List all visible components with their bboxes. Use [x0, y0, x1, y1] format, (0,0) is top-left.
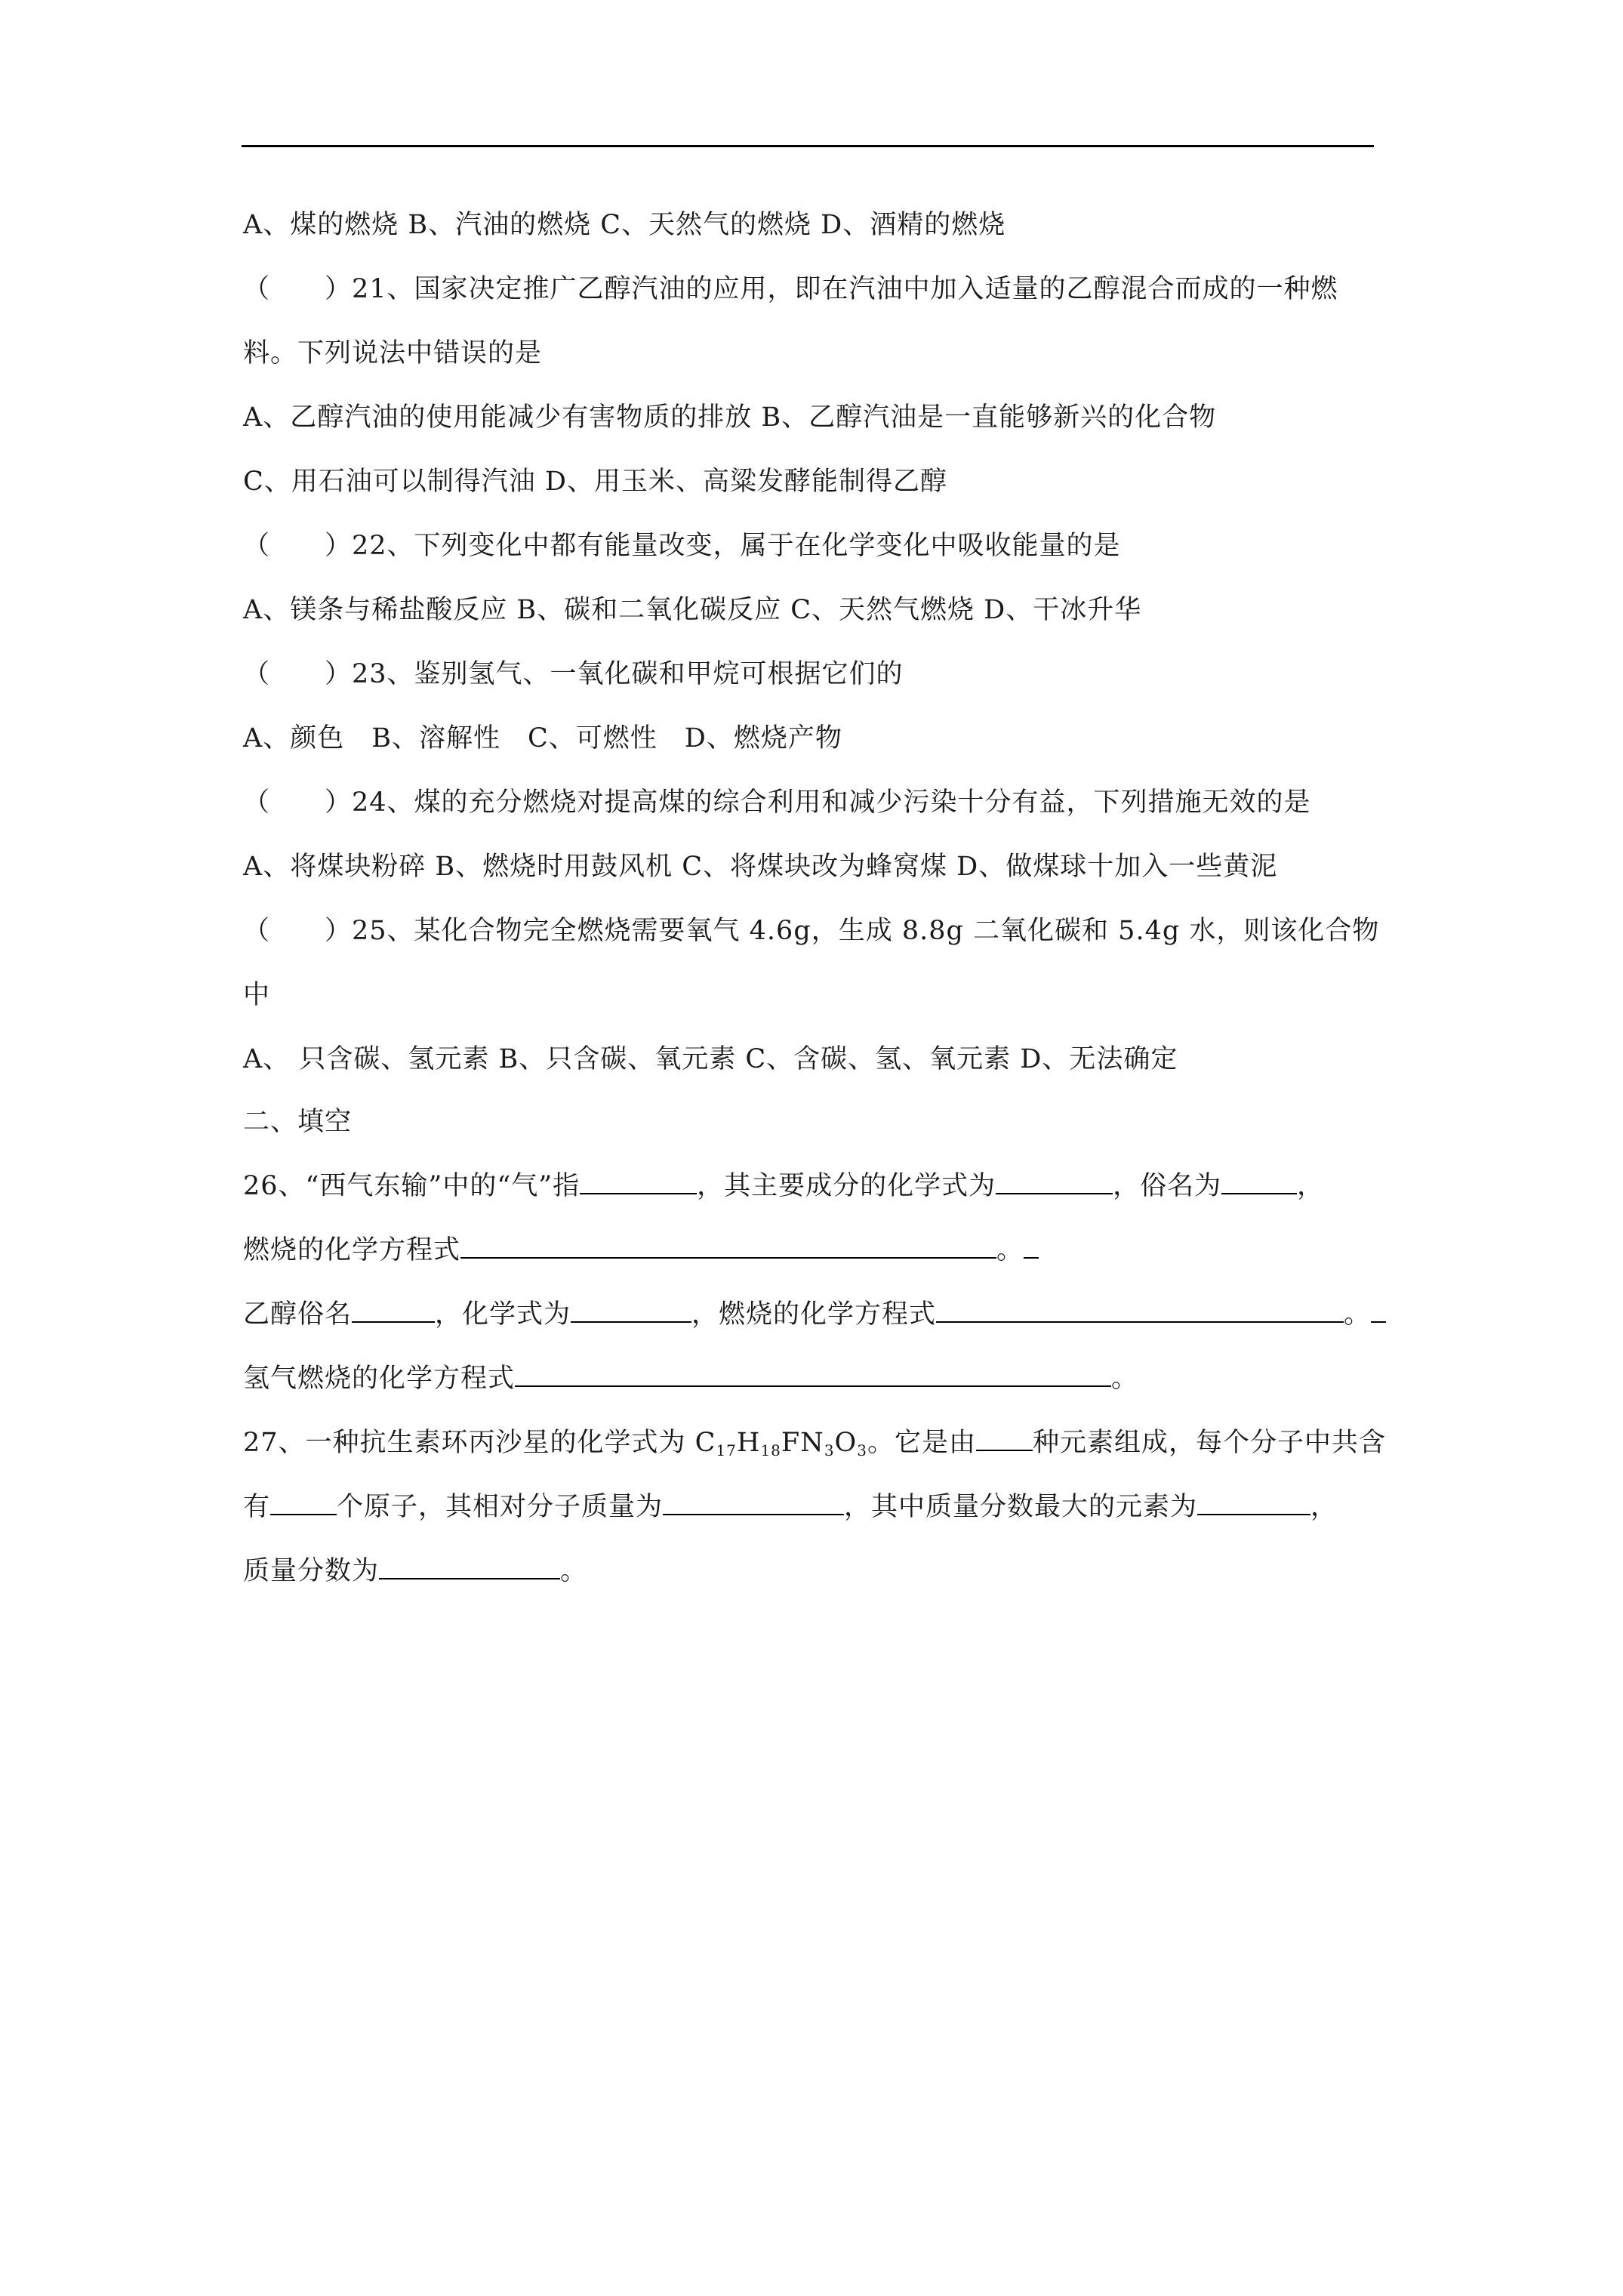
q27-text-g: ，	[1310, 1492, 1338, 1522]
q26-text-k: 氢气燃烧的化学方程式	[243, 1364, 516, 1394]
q26-blank-ethanol-name[interactable]	[352, 1299, 435, 1323]
q27-text-e: 个原子，其相对分子质量为	[337, 1492, 664, 1522]
q26-blank-common-name[interactable]	[1221, 1170, 1297, 1194]
q27-line-1	[243, 1426, 1386, 1467]
q26-blank-tail	[1024, 1234, 1039, 1259]
q27-text-c: 种元素组成，每个分子中共含	[1033, 1428, 1387, 1458]
q27-text-b: 。它是由	[867, 1428, 976, 1458]
q27-blank-element-count[interactable]	[976, 1427, 1033, 1451]
q22-stem: （ ）22、下列变化中都有能量改变，属于在化学变化中吸收能量的是	[243, 531, 1121, 561]
q26-blank-tail-2	[1371, 1299, 1386, 1323]
q25-stem-cont: 中	[243, 980, 271, 1010]
q26-text-c: ，俗名为	[1113, 1171, 1222, 1201]
q26-line-2	[243, 1234, 1039, 1267]
q26-text-f: 。	[996, 1235, 1024, 1265]
q27-formula: $C_{17}H_{18}FN_3O_3$	[694, 1428, 867, 1459]
q26-blank-formula[interactable]	[996, 1170, 1113, 1194]
q26-line-3	[243, 1298, 1386, 1331]
section-heading-fill-in: 二、填空	[243, 1107, 353, 1137]
q26-text-d: ，	[1297, 1171, 1325, 1201]
q26-text-e: 燃烧的化学方程式	[243, 1235, 461, 1265]
q26-text-h: ，化学式为	[435, 1299, 571, 1330]
q26-line-4	[243, 1362, 1138, 1395]
q26-text-j: 。	[1344, 1299, 1372, 1330]
q26-blank-ethanol-equation[interactable]	[936, 1299, 1344, 1323]
q24-stem: （ ）24、煤的充分燃烧对提高煤的综合利用和减少污染十分有益，下列措施无效的是	[243, 787, 1311, 818]
q26-blank-equation[interactable]	[460, 1234, 996, 1259]
q23-stem: （ ）23、鉴别氢气、一氧化碳和甲烷可根据它们的	[243, 659, 904, 689]
q27-text-d: 有	[243, 1492, 271, 1522]
q21-stem-cont: 料。下列说法中错误的是	[243, 338, 543, 368]
q22-options: A、镁条与稀盐酸反应 B、碳和二氧化碳反应 C、天然气燃烧 D、干冰升华	[243, 595, 1142, 625]
q26-text-i: ，燃烧的化学方程式	[691, 1299, 937, 1330]
q20-options: A、煤的燃烧 B、汽油的燃烧 C、天然气的燃烧 D、酒精的燃烧	[243, 210, 1006, 240]
q26-text-g: 乙醇俗名	[243, 1299, 353, 1330]
q27-text-h: 质量分数为	[243, 1556, 380, 1586]
header-rule	[242, 145, 1374, 147]
q27-blank-atom-count[interactable]	[270, 1491, 337, 1515]
q26-blank-hydrogen-equation[interactable]	[515, 1363, 1111, 1387]
q21-options-ab: A、乙醇汽油的使用能减少有害物质的排放 B、乙醇汽油是一直能够新兴的化合物	[243, 402, 1217, 433]
q25-options: A、 只含碳、氢元素 B、只含碳、氧元素 C、含碳、氢、氧元素 D、无法确定	[243, 1044, 1178, 1074]
q27-text-i: 。	[560, 1556, 588, 1586]
q27-text-a: 27、一种抗生素环丙沙星的化学式为	[243, 1428, 695, 1458]
q21-options-cd: C、用石油可以制得汽油 D、用玉米、高粱发酵能制得乙醇	[243, 467, 947, 497]
q23-options: A、颜色 B、溶解性 C、可燃性 D、燃烧产物	[243, 723, 842, 754]
q21-stem: （ ）21、国家决定推广乙醇汽油的应用，即在汽油中加入适量的乙醇混合而成的一种燃	[243, 274, 1338, 304]
q26-line-1	[243, 1170, 1324, 1203]
q27-text-f: ，其中质量分数最大的元素为	[844, 1492, 1198, 1522]
q25-stem: （ ）25、某化合物完全燃烧需要氧气 4.6g，生成 8.8g 二氧化碳和 5.4g 水，则该化合物	[243, 916, 1380, 946]
q27-blank-max-element[interactable]	[1197, 1491, 1310, 1515]
q26-blank-gas[interactable]	[580, 1170, 697, 1194]
q26-text-l: 。	[1111, 1364, 1139, 1394]
q27-blank-mass-fraction[interactable]	[379, 1555, 560, 1579]
q24-options: A、将煤块粉碎 B、燃烧时用鼓风机 C、将煤块改为蜂窝煤 D、做煤球十加入一些黄泥	[243, 852, 1278, 882]
q26-blank-ethanol-formula[interactable]	[571, 1299, 691, 1323]
q27-line-2	[243, 1490, 1338, 1524]
q27-blank-molar-mass[interactable]	[663, 1491, 844, 1515]
q27-line-3	[243, 1555, 587, 1588]
q26-text-b: ，其主要成分的化学式为	[697, 1171, 996, 1201]
q26-text-a: 26、“西气东输”中的“气”指	[243, 1171, 581, 1201]
